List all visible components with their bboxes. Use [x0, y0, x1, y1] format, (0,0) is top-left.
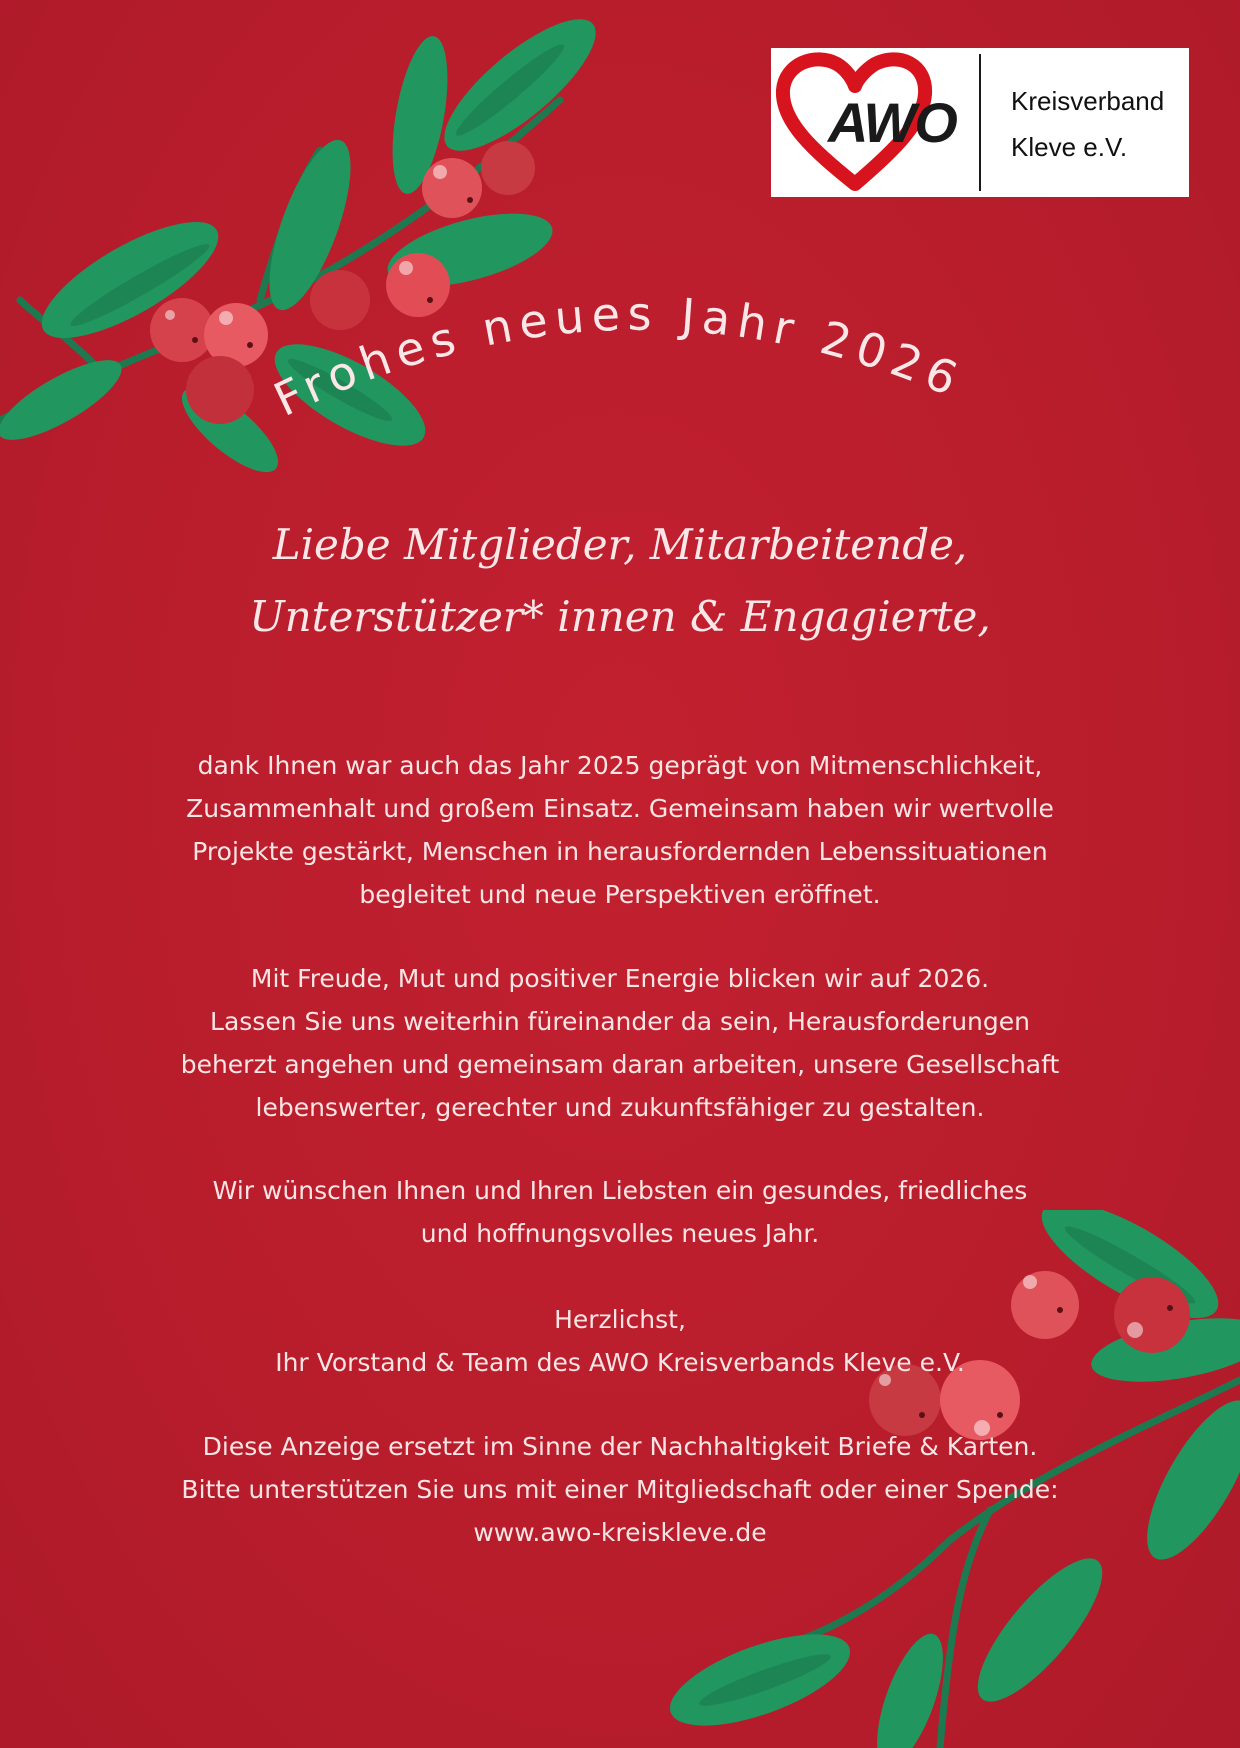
awo-wordmark: AWO	[828, 91, 956, 154]
text-line: und hoffnungsvolles neues Jahr.	[420, 1219, 820, 1248]
paragraph-notice	[100, 1425, 1140, 1554]
title-arc	[0, 0, 1240, 520]
greeting-line-2: Unterstützer* innen & Engagierte,	[249, 592, 991, 641]
text-line: Bitte unterstützen Sie uns mit einer Mitgliedschaft oder einer Spende:	[181, 1475, 1059, 1504]
text-line: Lassen Sie uns weiterhin füreinander da sein, Herausforderungen	[210, 1007, 1030, 1036]
greeting-line-1: Liebe Mitglieder, Mitarbeitende,	[272, 520, 968, 569]
text-line: Herzlichst,	[554, 1305, 686, 1334]
text-line: dank Ihnen war auch das Jahr 2025 geprägt von Mitmenschlichkeit,	[197, 751, 1043, 780]
text-line: Diese Anzeige ersetzt im Sinne der Nachhaltigkeit Briefe & Karten.	[202, 1432, 1038, 1461]
paragraph-thanks	[100, 744, 1140, 916]
paragraph-outlook	[100, 957, 1140, 1129]
text-line: Projekte gestärkt, Menschen in herausfordernden Lebenssituationen	[192, 837, 1048, 866]
text-line: Mit Freude, Mut und positiver Energie blicken wir auf 2026.	[250, 964, 990, 993]
website-link[interactable]: www.awo-kreiskleve.de	[473, 1518, 767, 1547]
logo-org-line2: Kleve e.V.	[1011, 132, 1128, 162]
svg-text:Frohes neues Jahr 2026	[266, 287, 972, 427]
signature	[100, 1298, 1140, 1384]
page-title: Frohes neues Jahr 2026	[265, 286, 972, 427]
paragraph-wishes	[100, 1169, 1140, 1255]
text-line: begleitet und neue Perspektiven eröffnet.	[359, 880, 881, 909]
text-line: beherzt angehen und gemeinsam daran arbeiten, unsere Gesellschaft	[180, 1050, 1060, 1079]
text-line: Ihr Vorstand & Team des AWO Kreisverbands Kleve e.V.	[275, 1348, 965, 1377]
text-line: Wir wünschen Ihnen und Ihren Liebsten ein gesundes, friedliches	[212, 1176, 1028, 1205]
text-line: Zusammenhalt und großem Einsatz. Gemeinsam haben wir wertvolle	[186, 794, 1054, 823]
text-line: lebenswerter, gerechter und zukunftsfähiger zu gestalten.	[255, 1093, 985, 1122]
logo-org-line1: Kreisverband	[1011, 86, 1165, 116]
